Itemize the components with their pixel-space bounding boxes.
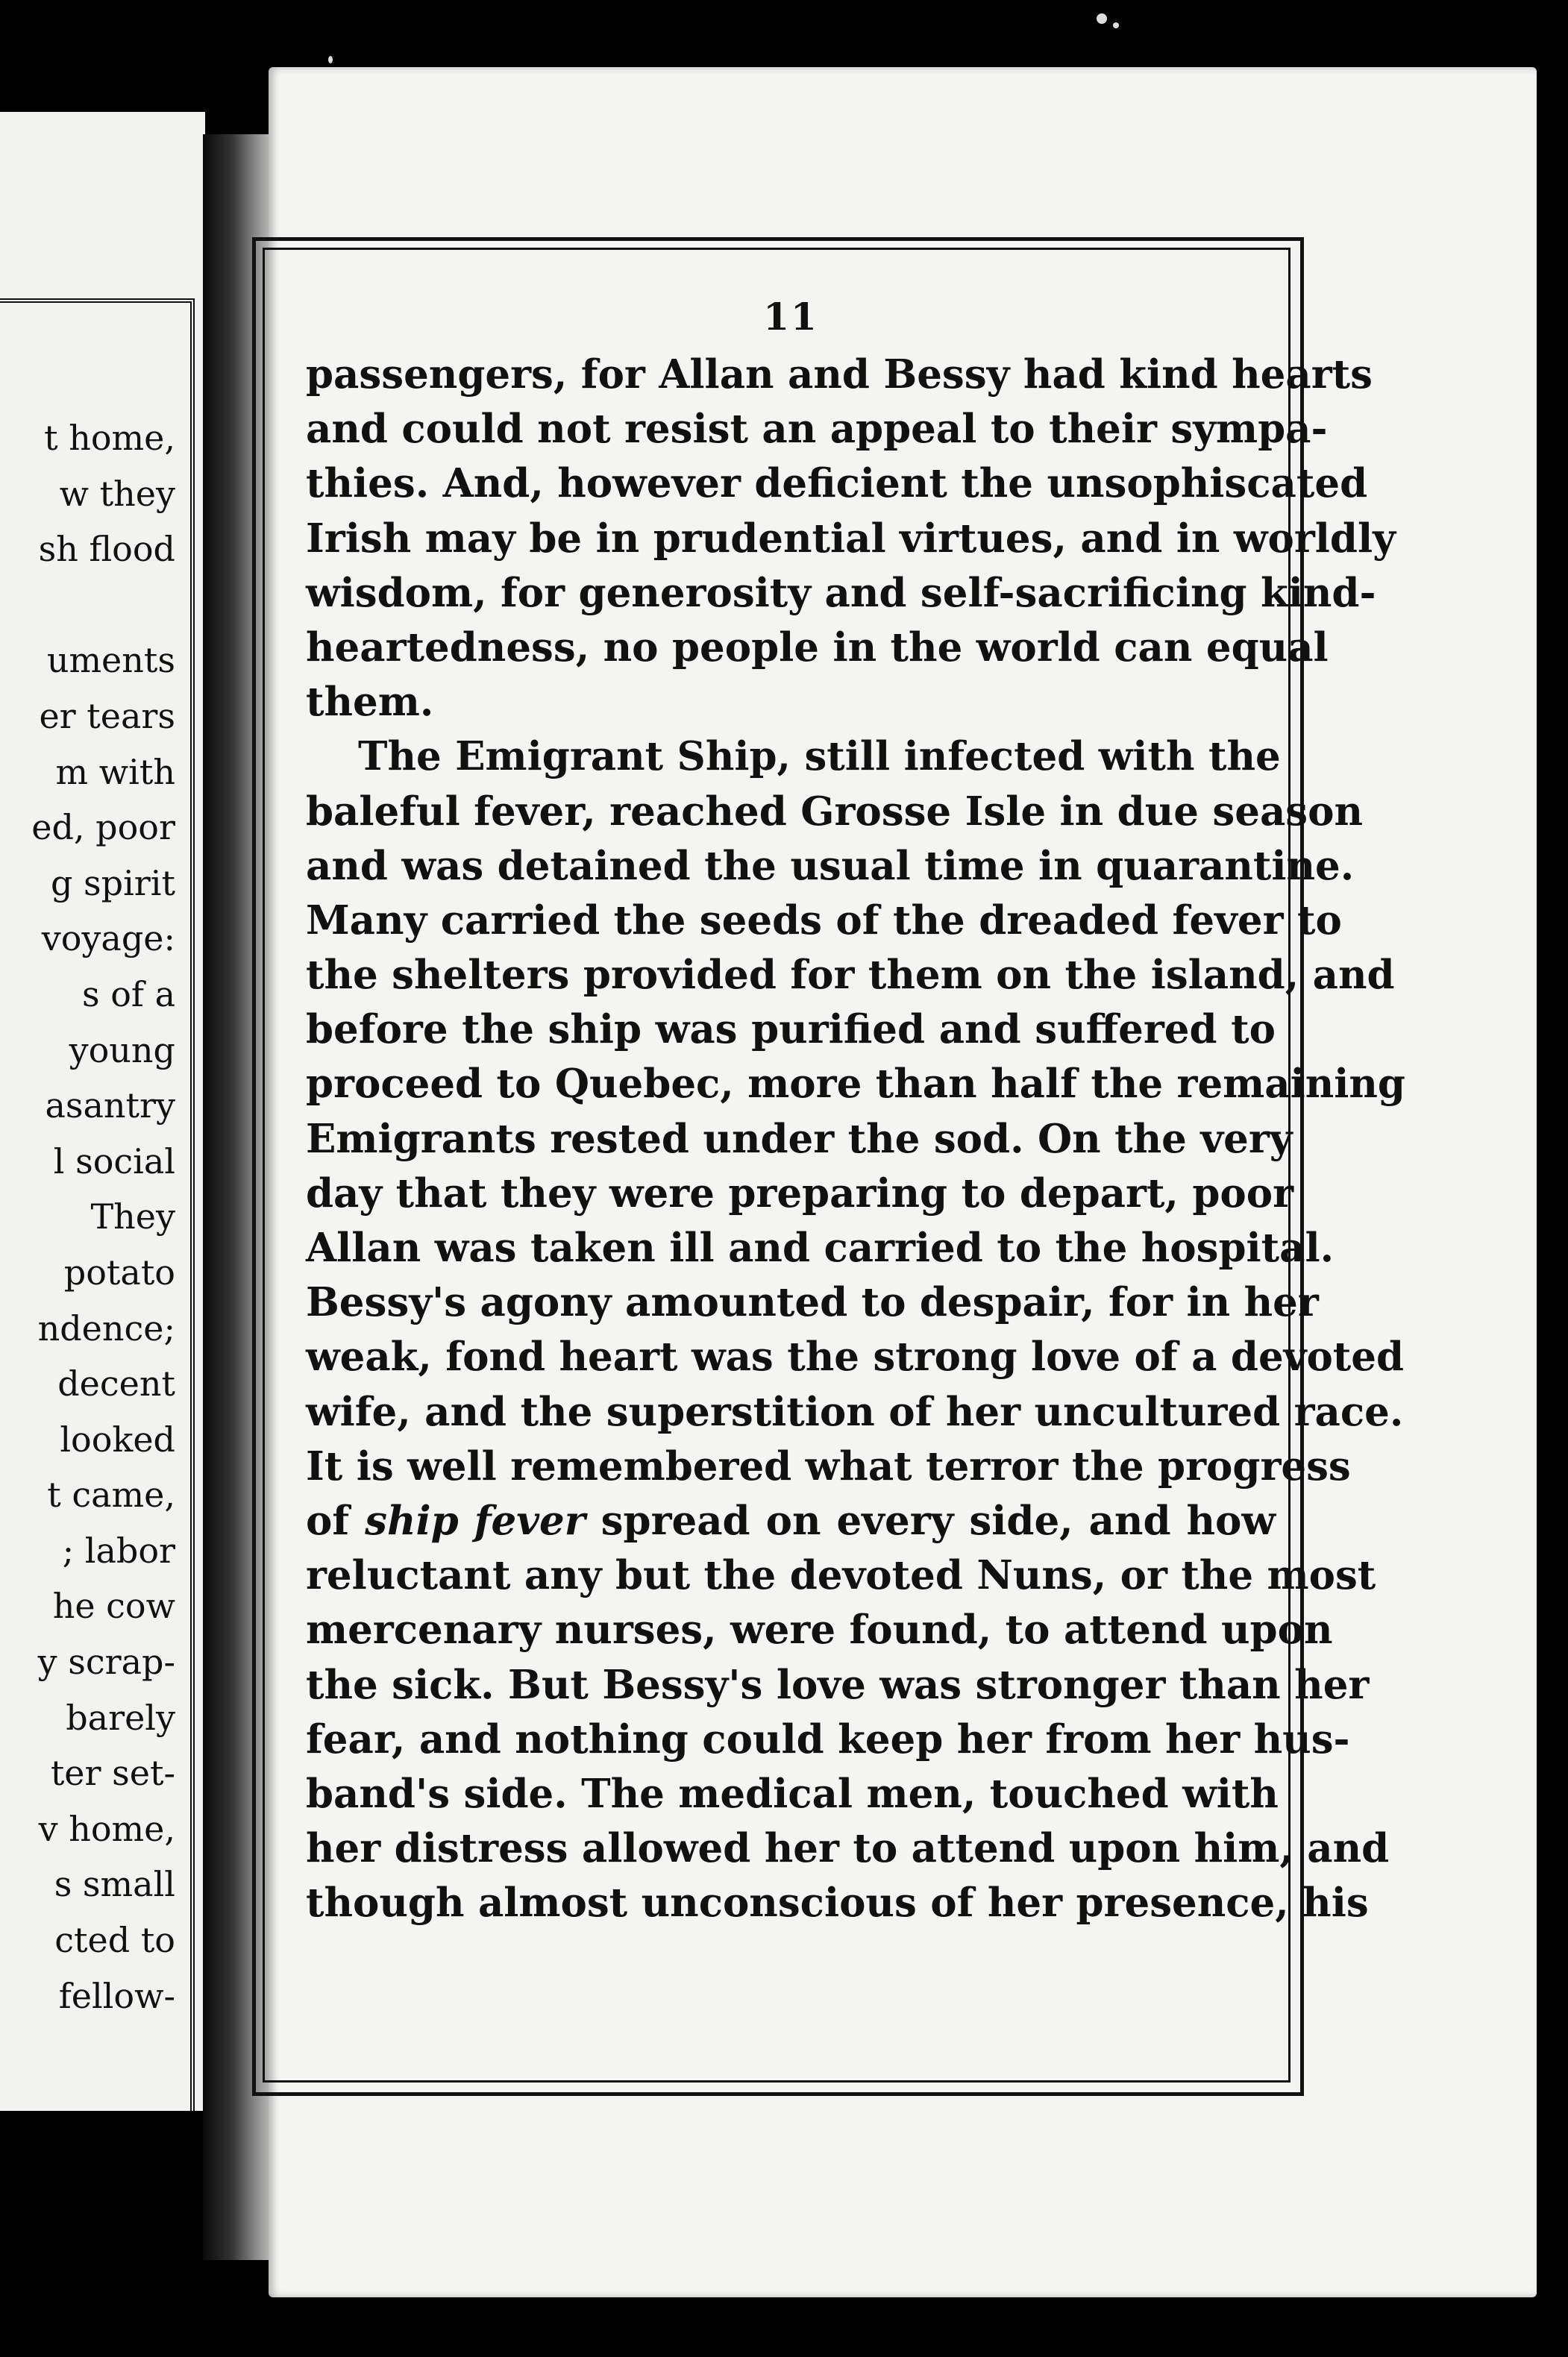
- text-line: ed, poor: [31, 807, 175, 848]
- text-line: v home,: [38, 1808, 175, 1849]
- text-line: ndence;: [37, 1308, 175, 1349]
- text-line: thies. And, however deficient the unsophiscated: [306, 460, 1368, 507]
- text-line: l social: [53, 1140, 175, 1181]
- text-line: fear, and nothing could keep her from her hus-: [306, 1716, 1350, 1763]
- italic-phrase: ship fever: [365, 1497, 586, 1544]
- text-line: the sick. But Bessy's love was stronger than her: [306, 1661, 1370, 1708]
- text-line: It is well remembered what terror the progress: [306, 1443, 1351, 1490]
- text-line: her distress allowed her to attend upon him, and: [306, 1825, 1390, 1872]
- text-line: the shelters provided for them on the island, and: [306, 952, 1395, 999]
- text-line: them.: [306, 679, 434, 726]
- text-line: young: [69, 1029, 175, 1070]
- text-line: ter set-: [50, 1753, 175, 1794]
- left-facing-page: [0, 112, 205, 2111]
- text-fragment: of: [306, 1497, 350, 1544]
- text-line: mercenary nurses, were found, to attend upon: [306, 1607, 1333, 1654]
- text-line: s of a: [82, 973, 175, 1014]
- text-line: barely: [66, 1697, 175, 1738]
- text-line: and was detained the usual time in quarantine.: [306, 842, 1355, 889]
- text-line: baleful fever, reached Grosse Isle in due season: [306, 788, 1364, 835]
- text-line: heartedness, no people in the world can equal: [306, 624, 1329, 671]
- text-line: t came,: [47, 1475, 175, 1516]
- dust-speck: [1097, 13, 1107, 24]
- text-line: wisdom, for generosity and self-sacrificing kind-: [306, 569, 1376, 616]
- text-line: y scrap-: [37, 1642, 175, 1683]
- left-page-text: [0, 410, 175, 2024]
- text-line: Allan was taken ill and carried to the hospital.: [306, 1225, 1335, 1271]
- text-line: before the ship was purified and suffered to: [306, 1006, 1276, 1053]
- text-line: though almost unconscious of her presence, his: [306, 1880, 1369, 1927]
- text-line: potato: [63, 1252, 175, 1293]
- text-line: s small: [54, 1864, 175, 1905]
- text-line: [0, 577, 175, 633]
- text-line: and could not resist an appeal to their sympa-: [306, 406, 1328, 453]
- text-line: decent: [57, 1363, 175, 1405]
- text-line: cted to: [54, 1920, 175, 1961]
- text-line: g spirit: [50, 862, 175, 903]
- dust-speck: [1113, 22, 1119, 28]
- text-line: weak, fond heart was the strong love of a devoted: [306, 1334, 1405, 1381]
- text-line: w they: [59, 473, 175, 514]
- text-line: ; labor: [62, 1530, 175, 1571]
- text-line: They: [90, 1196, 175, 1237]
- text-line: er tears: [39, 695, 175, 736]
- page-content: [306, 295, 1405, 2055]
- text-line: The Emigrant Ship, still infected with the: [358, 733, 1281, 780]
- text-line: wife, and the superstition of her uncultured race.: [306, 1388, 1404, 1435]
- text-line: m with: [55, 751, 175, 792]
- text-line: he cow: [52, 1586, 175, 1627]
- text-line: uments: [46, 640, 175, 681]
- page-number: 11: [763, 295, 818, 339]
- text-line: band's side. The medical men, touched with: [306, 1770, 1279, 1817]
- dust-speck: [328, 56, 333, 63]
- text-fragment: spread on every side, and how: [600, 1497, 1276, 1544]
- text-line: reluctant any but the devoted Nuns, or the most: [306, 1552, 1376, 1599]
- text-line: Emigrants rested under the sod. On the very: [306, 1115, 1293, 1162]
- text-line: asantry: [45, 1085, 175, 1126]
- text-line: fellow-: [58, 1975, 175, 2016]
- text-line: Bessy's agony amounted to despair, for in her: [306, 1279, 1319, 1326]
- text-line: t home,: [44, 418, 175, 458]
- text-line: looked: [60, 1419, 175, 1460]
- text-line: Irish may be in prudential virtues, and in worldly: [306, 515, 1396, 562]
- text-line: passengers, for Allan and Bessy had kind hearts: [306, 351, 1373, 398]
- text-line: Many carried the seeds of the dreaded fever to: [306, 897, 1342, 944]
- text-line: sh flood: [38, 529, 175, 570]
- text-line-with-italic: [306, 1494, 1276, 1548]
- text-line: day that they were preparing to depart, poor: [306, 1170, 1294, 1217]
- text-line: proceed to Quebec, more than half the remaining: [306, 1061, 1405, 1108]
- text-line: voyage:: [41, 918, 175, 959]
